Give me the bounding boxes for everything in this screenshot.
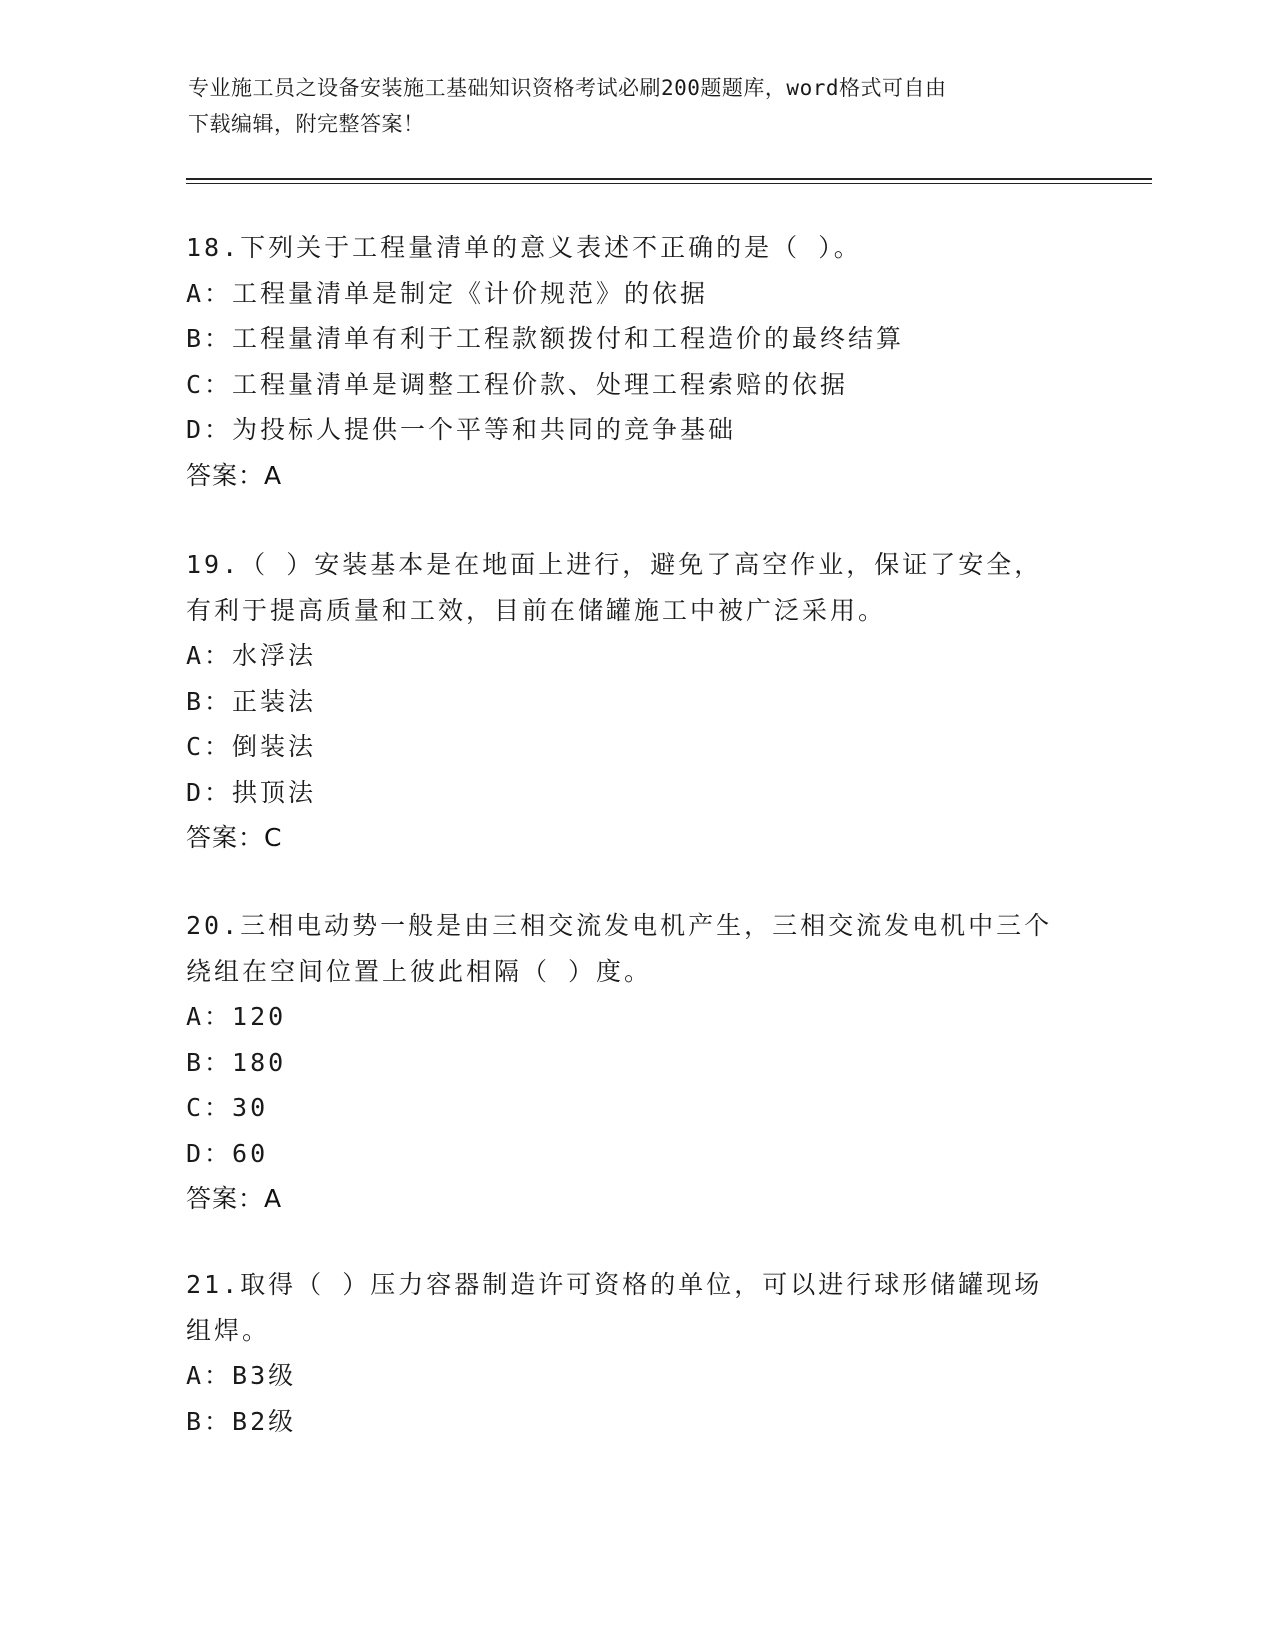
option-a: A：水浮法 (186, 641, 317, 670)
header-line-2: 下载编辑，附完整答案！ (188, 112, 425, 136)
question-stem-line-2: 组焊。 (186, 1315, 271, 1345)
question-20 (186, 903, 1086, 1222)
question-stem-line-1: 21.取得（ ）压力容器制造许可资格的单位，可以进行球形储罐现场 (186, 1270, 1043, 1299)
option-c: C：工程量清单是调整工程价款、处理工程索赔的依据 (186, 369, 849, 399)
question-stem-line-1: 19.（ ）安装基本是在地面上进行，避免了高空作业，保证了安全， (186, 550, 1043, 579)
option-b: B：B2级 (186, 1406, 297, 1436)
header-line-1: 专业施工员之设备安装施工基础知识资格考试必刷200题题库，word格式可自由 (188, 76, 947, 100)
question-stem-line-2: 绕组在空间位置上彼此相隔（ ）度。 (186, 956, 653, 986)
option-b: B：工程量清单有利于工程款额拨付和工程造价的最终结算 (186, 324, 905, 353)
option-b: B：180 (186, 1047, 287, 1077)
option-d: D：拱顶法 (186, 777, 317, 807)
option-a: A：120 (186, 1002, 287, 1031)
option-a: A：B3级 (186, 1361, 297, 1390)
option-b: B：正装法 (186, 686, 317, 716)
question-stem: 18.下列关于工程量清单的意义表述不正确的是（ ）。 (186, 233, 862, 262)
question-21 (186, 1262, 1086, 1444)
answer: 答案：A (186, 1184, 283, 1213)
question-stem-line-2: 有利于提高质量和工效，目前在储罐施工中被广泛采用。 (186, 595, 887, 625)
option-d: D：为投标人提供一个平等和共同的竞争基础 (186, 415, 737, 444)
option-a: A：工程量清单是制定《计价规范》的依据 (186, 278, 709, 308)
question-18 (186, 225, 1086, 498)
header-divider-thin (186, 183, 1152, 184)
document-header (188, 70, 1068, 142)
question-19 (186, 542, 1086, 861)
header-divider-thick (186, 178, 1152, 180)
answer: 答案：A (186, 460, 283, 490)
option-c: C：30 (186, 1093, 269, 1122)
option-c: C：倒装法 (186, 732, 317, 761)
option-d: D：60 (186, 1138, 269, 1168)
answer: 答案：C (186, 823, 283, 852)
question-stem-line-1: 20.三相电动势一般是由三相交流发电机产生，三相交流发电机中三个 (186, 911, 1053, 940)
